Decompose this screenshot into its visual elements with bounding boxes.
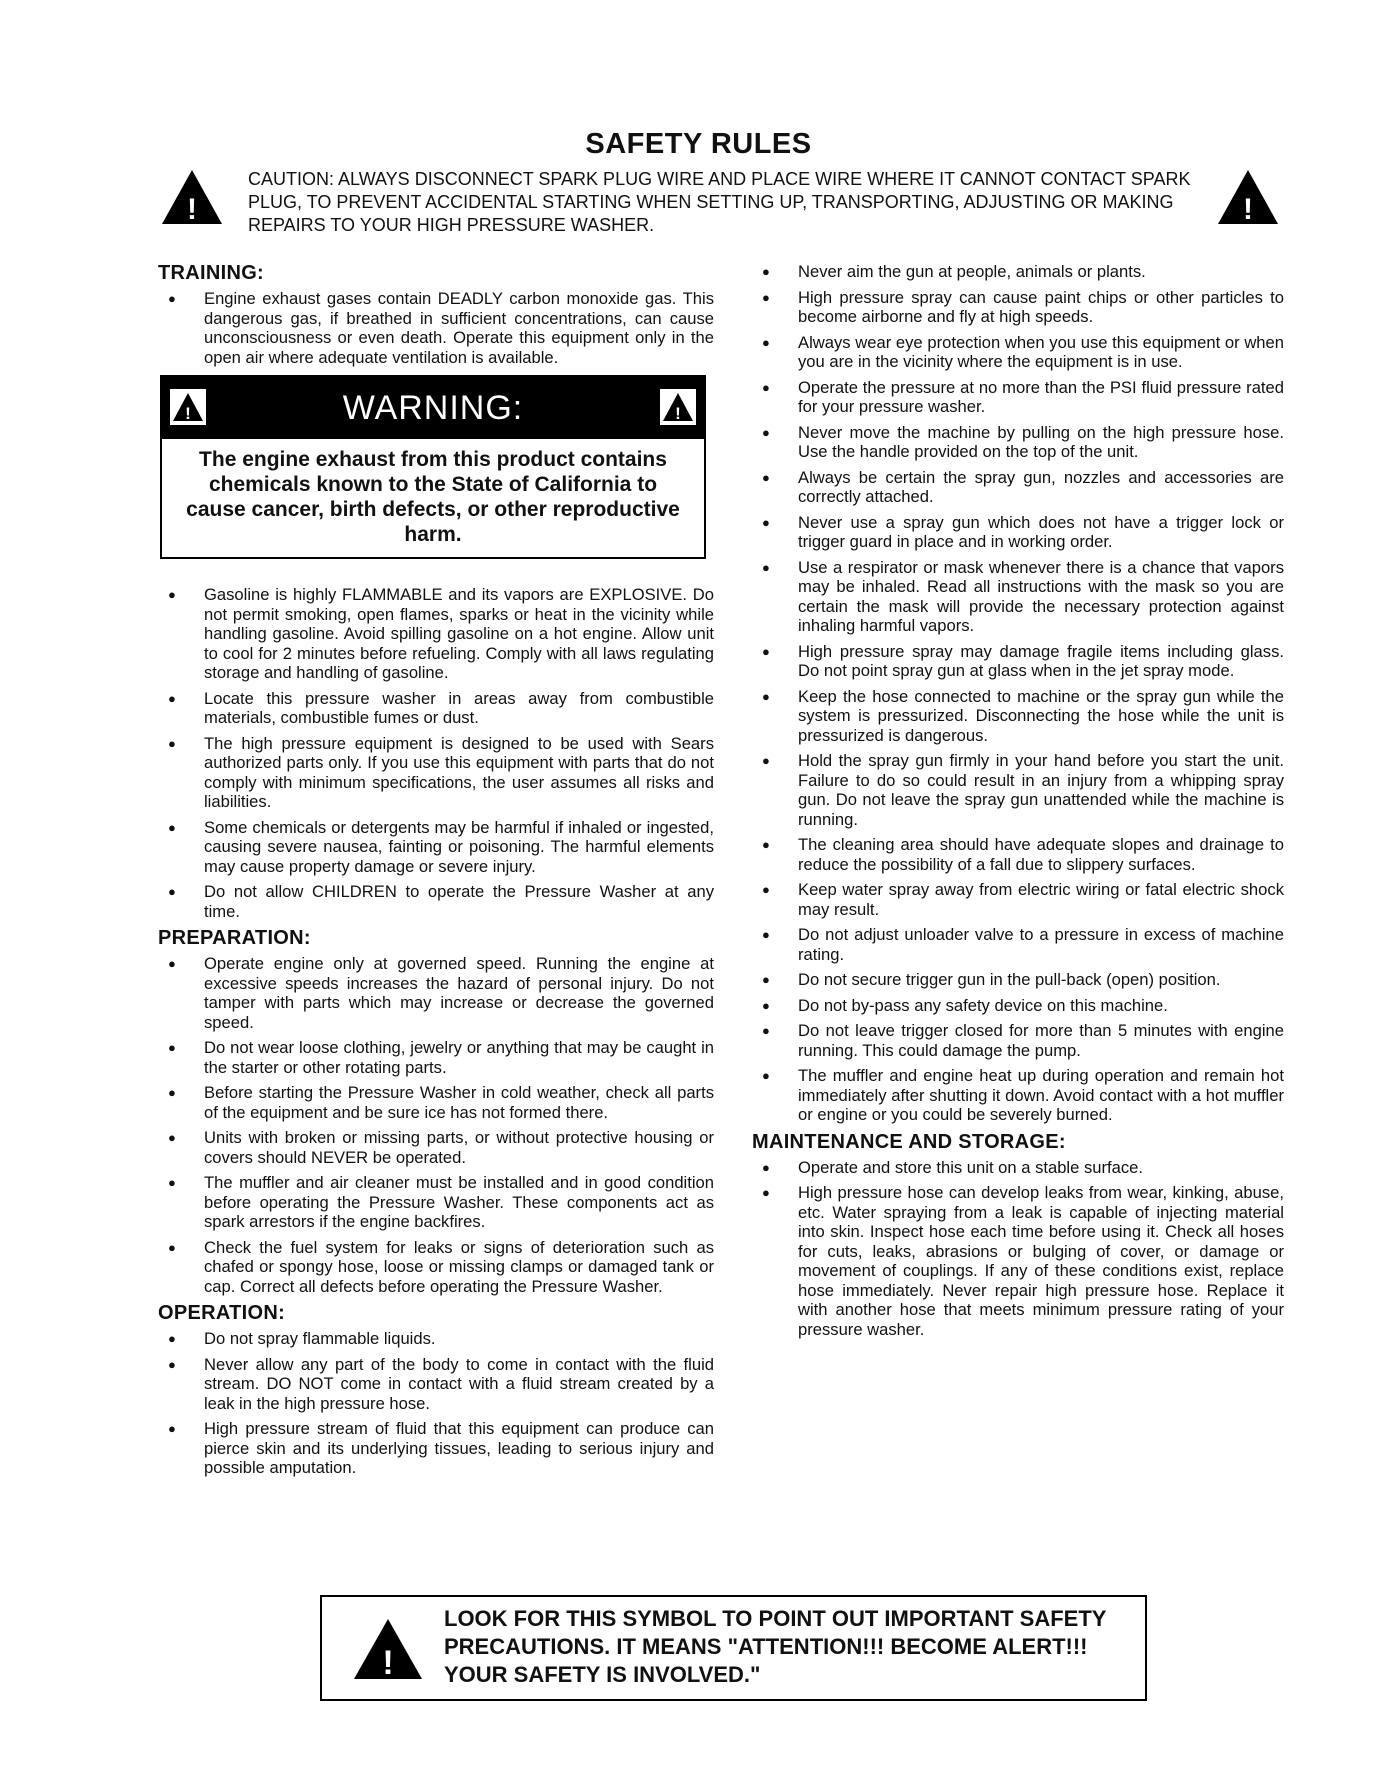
operation-list-right	[752, 262, 1284, 1125]
bullet-icon: ●	[168, 1085, 176, 1100]
bullet-icon: ●	[762, 424, 770, 440]
list-item: ● Never allow any part of the body to come in contact with the fluid stream. DO NOT come in contact with a fluid stream created by a leak in the high pressure hose.	[168, 1354, 714, 1413]
list-item: ● Do not leave trigger closed for more than 5 minutes with engine running. This could damage the pump.	[762, 1021, 1284, 1060]
bullet-icon: ●	[762, 837, 770, 852]
warning-triangle-icon	[160, 168, 224, 226]
preparation-heading: PREPARATION:	[158, 927, 311, 949]
list-item: ● The muffler and air cleaner must be installed and in good condition before operating the Pressure Washer. These components act as spark arrestors if the engine backfires.	[168, 1173, 714, 1231]
list-item: ● Never aim the gun at people, animals or plants.	[762, 262, 1146, 281]
page-title: SAFETY RULES	[585, 128, 812, 160]
list-item: ● Always wear eye protection when you use this equipment or when you are in the vicinity where the equipment is in use.	[762, 332, 1284, 371]
bullet-icon: ●	[762, 882, 770, 897]
bullet-icon: ●	[762, 289, 770, 305]
list-item: ● Do not secure trigger gun in the pull-back (open) position.	[762, 970, 1221, 989]
left-column	[158, 262, 714, 1484]
warning-banner	[162, 377, 704, 439]
caution-text: CAUTION: ALWAYS DISCONNECT SPARK PLUG WIRE AND PLACE WIRE WHERE IT CANNOT CONTACT SPARK PLUG, TO PREVENT ACCIDENTAL STARTING WHEN SETTING UP, TRANSPORTING, ADJUSTING OR MAKING REPAIRS TO YOUR HIGH PRESSURE WASHER.	[248, 169, 1191, 235]
training-list-b	[158, 585, 714, 921]
list-item: ● Keep water spray away from electric wiring or fatal electric shock may result.	[762, 880, 1284, 919]
bullet-icon: ●	[762, 334, 770, 350]
list-item: ● Do not allow CHILDREN to operate the Pressure Washer at any time.	[168, 882, 714, 921]
safety-symbol-notice	[320, 1595, 1147, 1701]
warning-triangle-icon	[1216, 168, 1280, 226]
list-item: ● Operate engine only at governed speed. Running the engine at excessive speeds increases the hazard of personal injury. Do not tamper with parts which may increase or decrease the governed speed.	[168, 954, 714, 1032]
list-item: ● Do not adjust unloader valve to a pressure in excess of machine rating.	[762, 925, 1284, 964]
bullet-icon: ●	[168, 956, 176, 971]
list-item: ● Units with broken or missing parts, or without protective housing or covers should NEVER be operated.	[168, 1128, 714, 1167]
bullet-icon: ●	[168, 735, 176, 751]
operation-heading: OPERATION:	[158, 1302, 286, 1324]
list-item: ● The muffler and engine heat up during operation and remain hot immediately after shutting it down. Avoid contact with a hot muffler or engine or you could be severely burned.	[762, 1066, 1284, 1124]
operation-list-left	[158, 1329, 714, 1478]
bullet-icon: ●	[168, 291, 176, 306]
bullet-icon: ●	[762, 264, 770, 279]
warning-triangle-icon	[660, 389, 696, 425]
caution-notice	[160, 168, 1253, 244]
bullet-icon: ●	[168, 1040, 176, 1055]
bullet-icon: ●	[762, 1185, 770, 1200]
bullet-icon: ●	[168, 1239, 176, 1255]
bullet-icon: ●	[168, 1421, 176, 1436]
list-item: ● The high pressure equipment is designed to be used with Sears authorized parts only. If you use this equipment with parts that do not comply with minimum specifications, the user assumes all risks and liabilities.	[168, 733, 714, 811]
bullet-icon: ●	[168, 1175, 176, 1190]
list-item: ● Never use a spray gun which does not have a trigger lock or trigger guard in place and in working order.	[762, 512, 1284, 551]
bullet-icon: ●	[762, 469, 770, 485]
list-item: ● Some chemicals or detergents may be harmful if inhaled or ingested, causing severe nausea, fainting or poisoning. The harmful elements may cause property damage or severe injury.	[168, 817, 714, 876]
bullet-icon: ●	[168, 587, 176, 602]
list-item: ● Always be certain the spray gun, nozzles and accessories are correctly attached.	[762, 467, 1284, 506]
list-item: ● Before starting the Pressure Washer in cold weather, check all parts of the equipment and be sure ice has not formed there.	[168, 1083, 714, 1122]
bullet-icon: ●	[762, 379, 770, 395]
bullet-icon: ●	[168, 819, 176, 835]
list-item: ● Operate the pressure at no more than the PSI fluid pressure rated for your pressure washer.	[762, 377, 1284, 416]
bullet-icon: ●	[762, 1023, 770, 1038]
list-item: ● Gasoline is highly FLAMMABLE and its vapors are EXPLOSIVE. Do not permit smoking, open flames, sparks or heat in the vicinity while handling gasoline. Avoid spilling gasoline on a hot engine. Allow unit to cool for 2 minutes before refueling. Comply with all laws regulating storage and handling of gasoline.	[168, 585, 714, 682]
list-item: ● Engine exhaust gases contain DEADLY carbon monoxide gas. This dangerous gas, if breathed in sufficient concentrations, can cause unconsciousness or even death. Operate this equipment only in the open air where adequate ventilation is available.	[168, 289, 714, 367]
right-column	[752, 262, 1284, 1345]
safety-symbol-text: LOOK FOR THIS SYMBOL TO POINT OUT IMPORTANT SAFETY PRECAUTIONS. IT MEANS "ATTENTION!!! BECOME ALERT!!! YOUR SAFETY IS INVOLVED."	[444, 1606, 1107, 1687]
list-item: ● Use a respirator or mask whenever there is a chance that vapors may be inhaled. Read all instructions with the mask so you are certain the mask will provide the necessary protection against inhaling harmful vapors.	[762, 557, 1284, 635]
warning-triangle-icon	[170, 389, 206, 425]
bullet-icon: ●	[762, 753, 770, 768]
warning-triangle-icon	[352, 1617, 424, 1681]
warning-label: WARNING:	[342, 388, 524, 427]
bullet-icon: ●	[762, 514, 770, 530]
list-item: ● High pressure stream of fluid that this equipment can produce can pierce skin and its underlying tissues, leading to serious injury and possible amputation.	[168, 1419, 714, 1477]
bullet-icon: ●	[762, 688, 770, 704]
list-item: ● Keep the hose connected to machine or the spray gun while the system is pressurized. Disconnecting the hose while the unit is pressurized is dangerous.	[762, 686, 1284, 745]
preparation-list	[158, 954, 714, 1296]
list-item: ● Do not by-pass any safety device on this machine.	[762, 995, 1168, 1015]
bullet-icon: ●	[762, 972, 770, 987]
bullet-icon: ●	[168, 690, 176, 706]
list-item: ● Operate and store this unit on a stable surface.	[762, 1157, 1143, 1177]
svg-text:!: !	[382, 1644, 394, 1681]
bullet-icon: ●	[762, 1068, 770, 1083]
bullet-icon: ●	[168, 1356, 176, 1372]
training-heading: TRAINING:	[158, 262, 265, 284]
list-item: ● High pressure spray can cause paint chips or other particles to become airborne and fly at high speeds.	[762, 287, 1284, 326]
list-item: ● Check the fuel system for leaks or signs of deterioration such as chafed or spongy hose, loose or missing clamps or damaged tank or cap. Correct all defects before operating the Pressure Washer.	[168, 1237, 714, 1296]
bullet-icon: ●	[168, 884, 176, 899]
list-item: ● Do not spray flammable liquids.	[168, 1329, 436, 1348]
maintenance-list	[752, 1158, 1284, 1340]
svg-text:!: !	[185, 404, 191, 423]
maintenance-heading: MAINTENANCE AND STORAGE:	[752, 1130, 1066, 1153]
list-item: ● High pressure hose can develop leaks from wear, kinking, abuse, etc. Water spraying from a leak is capable of injecting material into skin. Inspect hose each time before using it. Check all hoses for cuts, leaks, abrasions or bulging of cover, or damage or movement of couplings. If any of these conditions exist, replace hose immediately. Never repair high pressure hose. Replace it with another hose that meets minimum pressure rating of your pressure washer.	[762, 1183, 1284, 1339]
bullet-icon: ●	[168, 1331, 176, 1346]
warning-message: The engine exhaust from this product contains chemicals known to the State of California to cause cancer, birth defects, or other reproductive harm.	[186, 448, 680, 546]
training-list-a	[158, 289, 714, 367]
list-item: ● Never move the machine by pulling on the high pressure hose. Use the handle provided on the top of the unit.	[762, 422, 1284, 461]
svg-text:!: !	[675, 404, 681, 423]
list-item: ● Do not wear loose clothing, jewelry or anything that may be caught in the starter or other rotating parts.	[168, 1038, 714, 1077]
bullet-icon: ●	[762, 927, 770, 942]
svg-text:!: !	[187, 193, 197, 226]
bullet-icon: ●	[168, 1130, 176, 1145]
bullet-icon: ●	[762, 643, 770, 659]
bullet-icon: ●	[762, 997, 770, 1013]
svg-text:!: !	[1243, 193, 1253, 226]
list-item: ● Hold the spray gun firmly in your hand before you start the unit. Failure to do so could result in an injury from a whipping spray gun. Do not leave the spray gun unattended while the machine is running.	[762, 751, 1284, 829]
list-item: ● The cleaning area should have adequate slopes and drainage to reduce the possibility of a fall due to slippery surfaces.	[762, 835, 1284, 874]
list-item: ● Locate this pressure washer in areas away from combustible materials, combustible fumes or dust.	[168, 688, 714, 727]
bullet-icon: ●	[762, 1159, 770, 1175]
california-warning-box	[160, 375, 706, 559]
bullet-icon: ●	[762, 559, 770, 575]
list-item: ● High pressure spray may damage fragile items including glass. Do not point spray gun at glass when in the jet spray mode.	[762, 641, 1284, 680]
